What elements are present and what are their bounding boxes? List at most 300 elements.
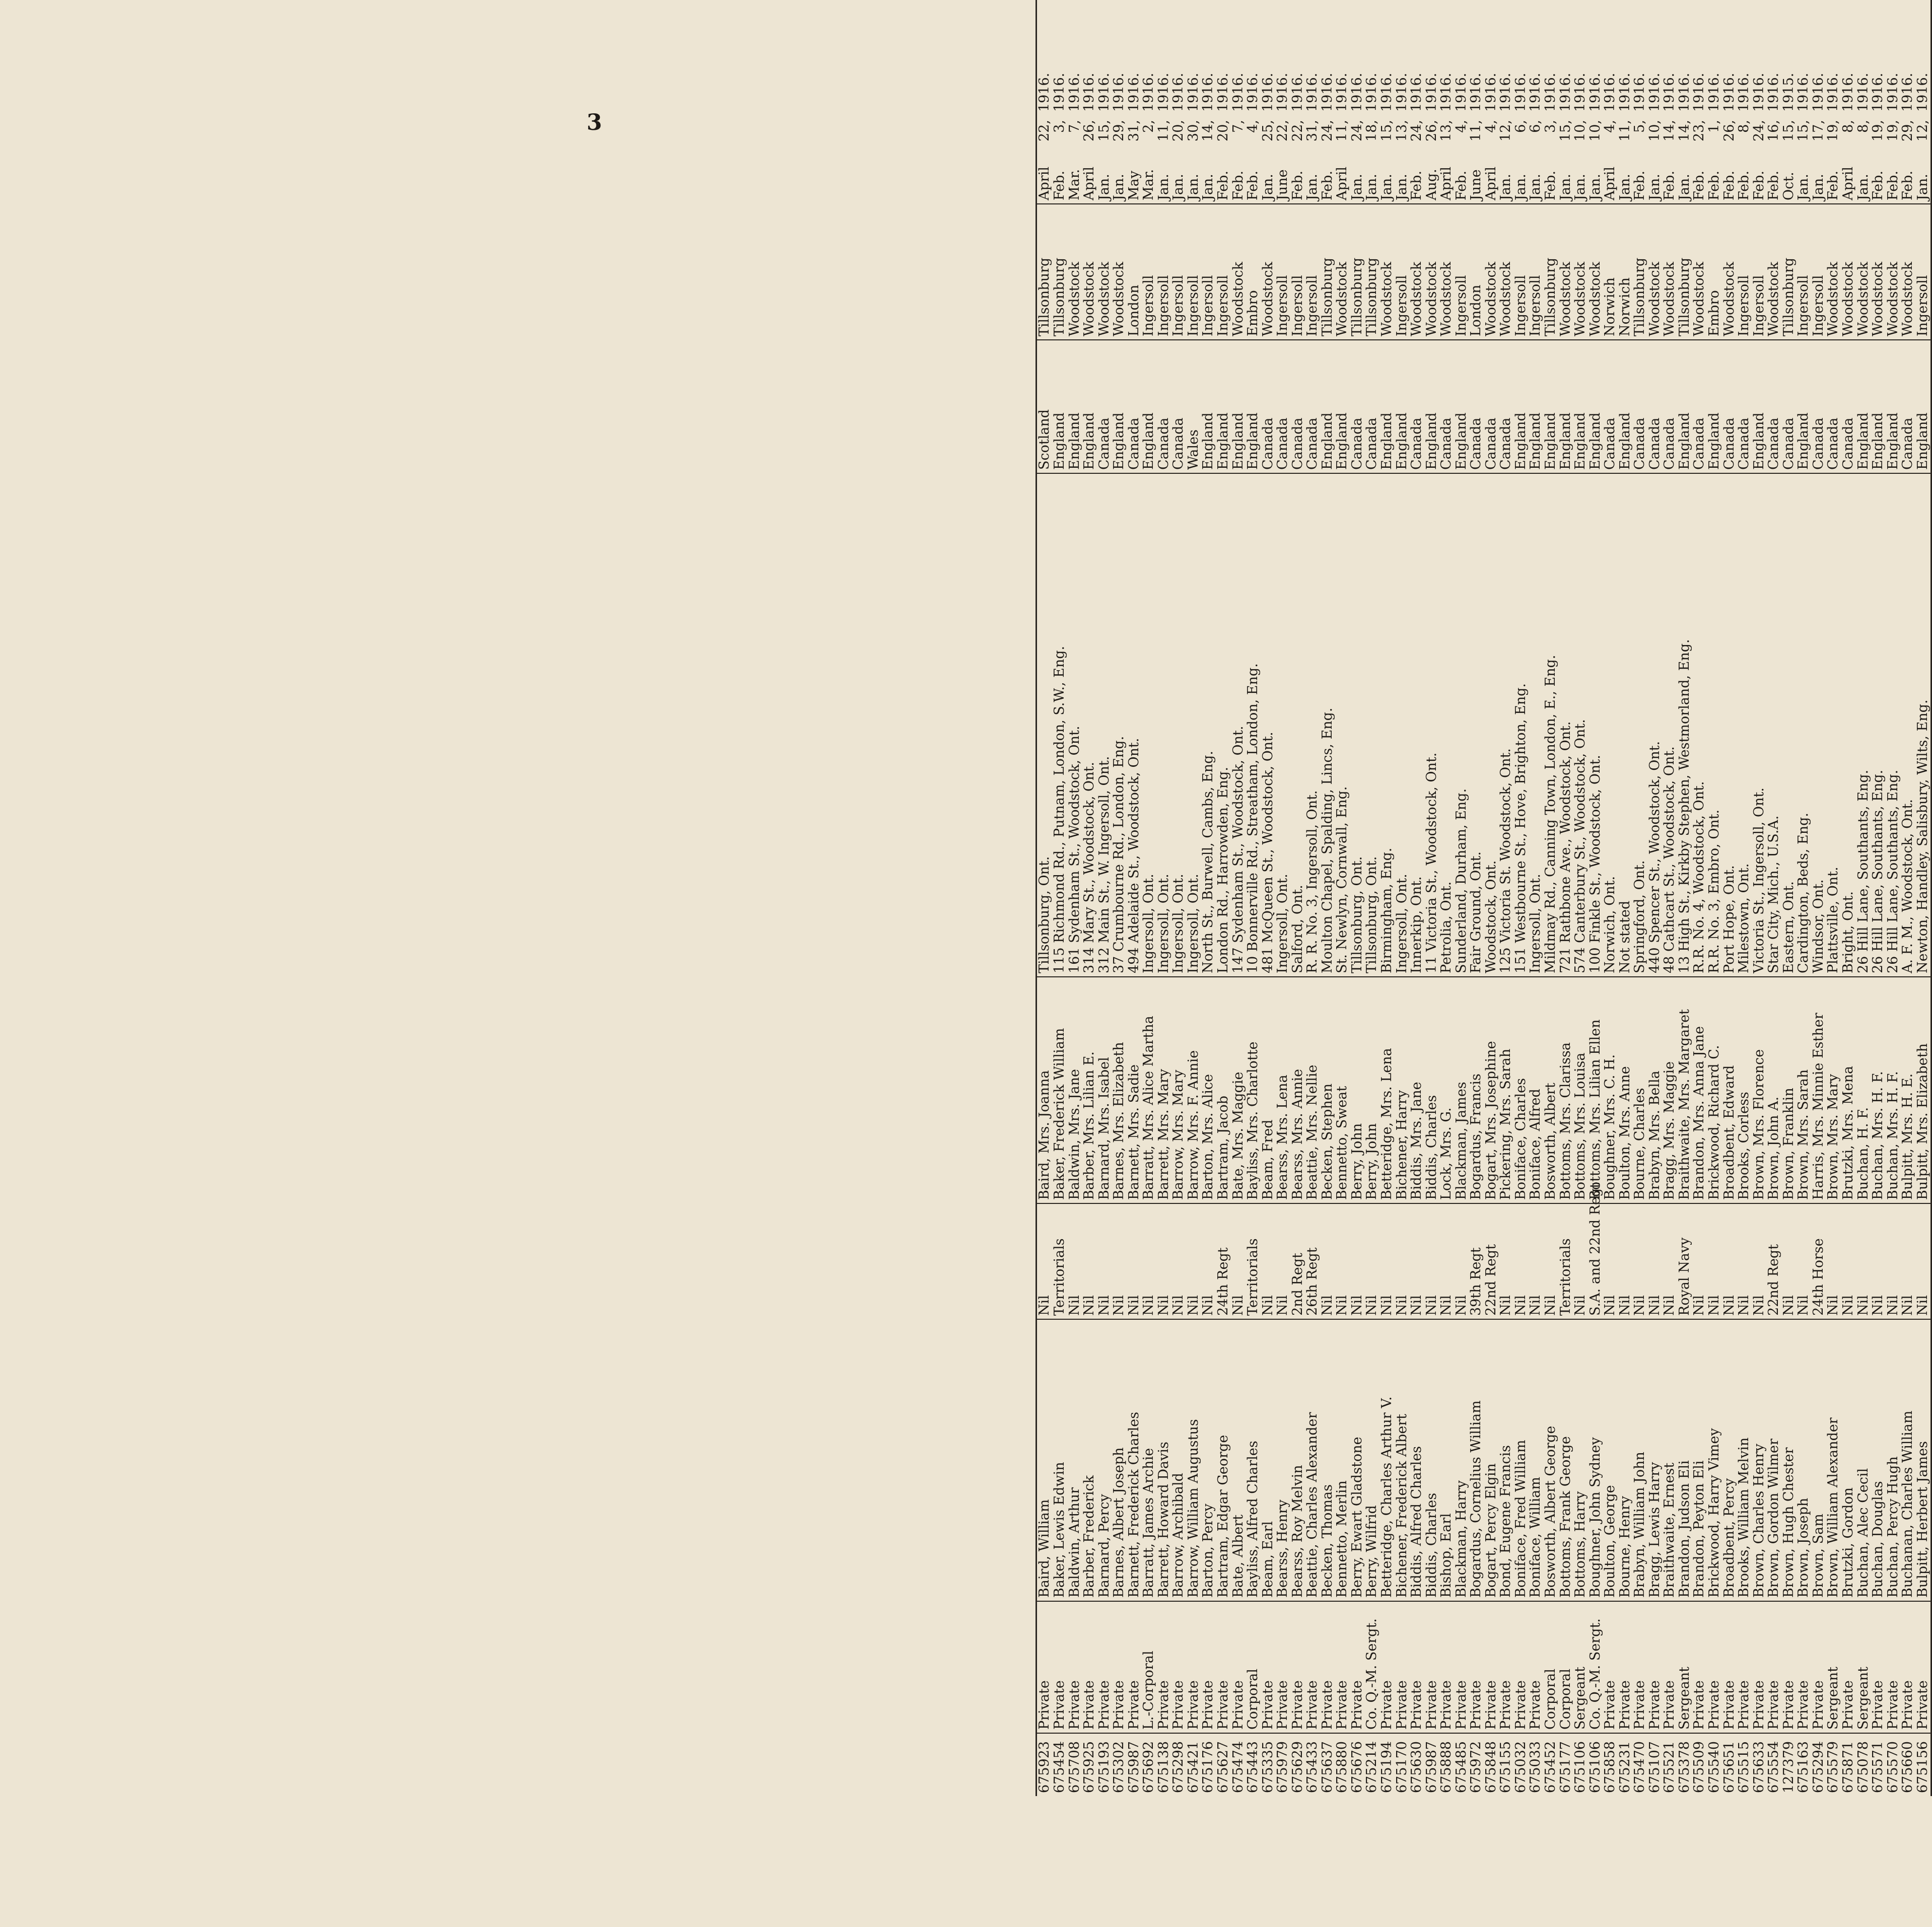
country-of-birth-text: Canada <box>1349 417 1365 470</box>
date-taken-on-strength <box>1290 0 1305 204</box>
regimental-number <box>1364 1733 1379 1796</box>
country-of-birth-text: Wales <box>1185 430 1201 470</box>
next-of-kin <box>1498 977 1513 1203</box>
date-month: Feb. <box>1736 170 1752 200</box>
soldier-name <box>1692 1319 1707 1601</box>
previous-service <box>1439 1203 1454 1319</box>
place-taken-on-strength-text: Ingersoll <box>1215 275 1231 336</box>
previous-service <box>1603 1203 1618 1319</box>
previous-service-text: Nil <box>1349 1295 1365 1316</box>
kin-address <box>1275 473 1290 977</box>
regimental-number <box>1796 1733 1811 1796</box>
rank <box>1290 1601 1305 1733</box>
rank-text: Private <box>1870 1680 1886 1730</box>
rank-text: Private <box>1646 1680 1663 1730</box>
date-month: Jan. <box>1617 174 1633 200</box>
date-year: 1916. <box>1646 73 1663 112</box>
table-row <box>1290 0 1305 1796</box>
rank-text: L.-Corporal <box>1141 1651 1157 1730</box>
kin-address-text: Woodstock, Ont. <box>1483 860 1499 973</box>
date-taken-on-strength <box>1677 0 1692 204</box>
table-row <box>1126 0 1141 1796</box>
country-of-birth <box>1141 340 1156 473</box>
kin-address-text: Salford, Ont. <box>1289 885 1305 973</box>
soldier-name-text: Barnes, Albert Joseph <box>1111 1447 1127 1598</box>
soldier-name <box>1141 1319 1156 1601</box>
date-day: 4, <box>1483 120 1499 133</box>
country-of-birth <box>1275 340 1290 473</box>
place-taken-on-strength-text: Ingersoll <box>1453 275 1469 336</box>
soldier-name-text: Becken, Thomas <box>1319 1484 1335 1598</box>
date-taken-on-strength <box>1320 0 1335 204</box>
soldier-name <box>1126 1319 1141 1601</box>
rank <box>1766 1601 1781 1733</box>
country-of-birth <box>1096 340 1112 473</box>
next-of-kin-text: Bourne, Charles <box>1632 1088 1648 1200</box>
regimental-number <box>1126 1733 1141 1796</box>
rank-text: Private <box>1915 1680 1931 1730</box>
table-row <box>1841 0 1856 1796</box>
next-of-kin <box>1350 977 1365 1203</box>
previous-service <box>1112 1203 1127 1319</box>
place-taken-on-strength-text: Woodstock <box>1066 261 1082 336</box>
regimental-number-text: 675231 <box>1617 1741 1633 1793</box>
table-row <box>1855 0 1871 1796</box>
place-taken-on-strength <box>1573 204 1588 340</box>
date-day: 17, <box>1810 120 1826 141</box>
regimental-number <box>1647 1733 1663 1796</box>
soldier-name <box>1781 1319 1797 1601</box>
date-month: Jan. <box>1498 174 1514 200</box>
place-taken-on-strength-text: Woodstock <box>1423 261 1439 336</box>
rank <box>1707 1601 1722 1733</box>
regimental-number <box>1275 1733 1290 1796</box>
country-of-birth <box>1588 340 1603 473</box>
soldier-name-text: Brandon, Judson Eli <box>1676 1460 1692 1598</box>
soldier-name <box>1707 1319 1722 1601</box>
next-of-kin-text: Bichener, Harry <box>1394 1090 1410 1200</box>
date-year: 1916. <box>1141 73 1157 112</box>
soldier-name-text: Biddis, Charles <box>1423 1492 1439 1598</box>
date-year: 1916. <box>1483 73 1499 112</box>
place-taken-on-strength <box>1112 204 1127 340</box>
rank-text: Private <box>1423 1680 1439 1730</box>
kin-address <box>1484 473 1499 977</box>
place-taken-on-strength <box>1379 204 1395 340</box>
place-taken-on-strength-text: Woodstock <box>1379 261 1395 336</box>
kin-address <box>1721 473 1737 977</box>
date-year: 1916. <box>1111 73 1127 112</box>
regimental-number <box>1751 1733 1766 1796</box>
date-taken-on-strength <box>1171 0 1186 204</box>
rank-text: Private <box>1215 1680 1231 1730</box>
place-taken-on-strength-text: Ingersoll <box>1200 275 1216 336</box>
country-of-birth-text: England <box>1676 412 1692 470</box>
kin-address <box>1469 473 1484 977</box>
country-of-birth <box>1037 340 1052 473</box>
date-day: 15, <box>1557 120 1573 141</box>
soldier-name-text: Barrow, Archibald <box>1170 1473 1187 1598</box>
soldier-name-text: Baker, Lewis Edwin <box>1051 1462 1067 1598</box>
next-of-kin <box>1082 977 1097 1203</box>
rank-text: Private <box>1096 1680 1112 1730</box>
previous-service <box>1246 1203 1261 1319</box>
kin-address <box>1082 473 1097 977</box>
nominal-roll-table <box>1036 0 1932 1796</box>
previous-service-text: 22nd Regt <box>1766 1244 1782 1316</box>
rank-text: Private <box>1691 1680 1707 1730</box>
regimental-number <box>1112 1733 1127 1796</box>
rank <box>1632 1601 1647 1733</box>
country-of-birth-text: Canada <box>1096 417 1112 470</box>
kin-address <box>1201 473 1216 977</box>
date-taken-on-strength <box>1350 0 1365 204</box>
kin-address <box>1841 473 1856 977</box>
table-row <box>1112 0 1127 1796</box>
place-taken-on-strength <box>1826 204 1841 340</box>
rank-text: Private <box>1706 1680 1722 1730</box>
soldier-name <box>1424 1319 1439 1601</box>
country-of-birth <box>1335 340 1350 473</box>
rank <box>1409 1601 1424 1733</box>
kin-address <box>1766 473 1781 977</box>
previous-service <box>1558 1203 1573 1319</box>
date-day: 7, <box>1230 120 1246 133</box>
date-taken-on-strength <box>1558 0 1573 204</box>
next-of-kin-text: Boulton, Mrs. Anne <box>1617 1066 1633 1200</box>
regimental-number <box>1766 1733 1781 1796</box>
rank-text: Private <box>1081 1680 1097 1730</box>
country-of-birth-text: Canada <box>1170 417 1187 470</box>
next-of-kin <box>1647 977 1663 1203</box>
kin-address-text: Victoria St., Ingersoll, Ont. <box>1751 788 1767 973</box>
country-of-birth <box>1855 340 1871 473</box>
next-of-kin <box>1320 977 1335 1203</box>
rank-text: Private <box>1155 1680 1171 1730</box>
next-of-kin <box>1067 977 1082 1203</box>
previous-service <box>1201 1203 1216 1319</box>
table-row <box>1737 0 1752 1796</box>
rank-text: Private <box>1170 1680 1187 1730</box>
soldier-name <box>1588 1319 1603 1601</box>
date-month: Mar. <box>1066 169 1082 200</box>
kin-address-text: 494 Adelaide St., Woodstock, Ont. <box>1126 738 1142 973</box>
country-of-birth <box>1082 340 1097 473</box>
place-taken-on-strength-text: Ingersoll <box>1810 275 1826 336</box>
previous-service <box>1394 1203 1409 1319</box>
table-row <box>1751 0 1766 1796</box>
previous-service <box>1677 1203 1692 1319</box>
date-year: 1916. <box>1721 73 1737 112</box>
rank <box>1513 1601 1529 1733</box>
previous-service <box>1290 1203 1305 1319</box>
date-day: 16, <box>1766 120 1782 141</box>
country-of-birth-text: England <box>1081 412 1097 470</box>
date-year: 1916. <box>1066 73 1082 112</box>
rank-text: Private <box>1453 1680 1469 1730</box>
place-taken-on-strength <box>1469 204 1484 340</box>
next-of-kin <box>1528 977 1543 1203</box>
country-of-birth-text: England <box>1111 412 1127 470</box>
regimental-number <box>1186 1733 1201 1796</box>
country-of-birth-text: Canada <box>1662 417 1678 470</box>
place-taken-on-strength <box>1543 204 1558 340</box>
place-taken-on-strength <box>1126 204 1141 340</box>
country-of-birth <box>1617 340 1632 473</box>
previous-service-text: Nil <box>1498 1295 1514 1316</box>
regimental-number-text: 675302 <box>1111 1741 1127 1793</box>
previous-service <box>1379 1203 1395 1319</box>
soldier-name <box>1439 1319 1454 1601</box>
rank <box>1141 1601 1156 1733</box>
regimental-number-text: 675987 <box>1423 1741 1439 1793</box>
soldier-name <box>1513 1319 1529 1601</box>
next-of-kin-text: Braithwaite, Mrs. Margaret <box>1676 1009 1692 1200</box>
regimental-number-text: 675509 <box>1691 1741 1707 1793</box>
soldier-name-text: Braithwaite, Ernest <box>1662 1462 1678 1598</box>
next-of-kin <box>1246 977 1261 1203</box>
date-day: 2, <box>1141 120 1157 133</box>
regimental-number <box>1498 1733 1513 1796</box>
regimental-number-text: 675627 <box>1215 1741 1231 1793</box>
rank <box>1841 1601 1856 1733</box>
country-of-birth-text: Canada <box>1840 417 1856 470</box>
regimental-number <box>1037 1733 1052 1796</box>
place-taken-on-strength <box>1513 204 1529 340</box>
soldier-name <box>1915 1319 1931 1601</box>
soldier-name-text: Brown, Charles Henry <box>1751 1444 1767 1598</box>
kin-address-text: 10 Bonnerville Rd., Streatham, London, Eng. <box>1245 663 1261 973</box>
next-of-kin <box>1216 977 1231 1203</box>
next-of-kin <box>1424 977 1439 1203</box>
next-of-kin-text: Brown, Mrs. Mary <box>1825 1074 1841 1200</box>
kin-address <box>1335 473 1350 977</box>
kin-address <box>1543 473 1558 977</box>
place-taken-on-strength <box>1350 204 1365 340</box>
soldier-name-text: Brown, William Alexander <box>1825 1417 1841 1598</box>
kin-address <box>1216 473 1231 977</box>
soldier-name <box>1246 1319 1261 1601</box>
next-of-kin-text: Brickwood, Richard C. <box>1706 1045 1722 1200</box>
next-of-kin <box>1141 977 1156 1203</box>
soldier-name-text: Barnard, Percy <box>1096 1494 1112 1598</box>
previous-service-text: 22nd Regt <box>1483 1244 1499 1316</box>
soldier-name <box>1498 1319 1513 1601</box>
country-of-birth-text: Canada <box>1691 417 1707 470</box>
previous-service-text: Nil <box>1646 1295 1663 1316</box>
kin-address <box>1647 473 1663 977</box>
previous-service-text: Nil <box>1275 1295 1291 1316</box>
table-row <box>1721 0 1737 1796</box>
date-year: 1916. <box>1230 73 1246 112</box>
date-year: 1916. <box>1364 73 1380 112</box>
date-day: 11, <box>1617 120 1633 141</box>
previous-service-text: Territorials <box>1557 1238 1573 1316</box>
regimental-number <box>1513 1733 1529 1796</box>
table-row <box>1216 0 1231 1796</box>
place-taken-on-strength <box>1394 204 1409 340</box>
next-of-kin <box>1156 977 1171 1203</box>
country-of-birth-text: England <box>1512 412 1529 470</box>
rank-text: Private <box>1483 1680 1499 1730</box>
date-month: Jan. <box>1855 174 1871 200</box>
date-day: 24, <box>1319 120 1335 141</box>
kin-address-text: North St., Burwell, Cambs, Eng. <box>1200 751 1216 973</box>
date-day: 13, <box>1394 120 1410 141</box>
country-of-birth-text: Canada <box>1409 417 1425 470</box>
country-of-birth <box>1781 340 1797 473</box>
kin-address-text: 125 Victoria St. Woodstock, Ont. <box>1498 748 1514 973</box>
date-taken-on-strength <box>1156 0 1171 204</box>
country-of-birth <box>1543 340 1558 473</box>
date-day: 10, <box>1572 120 1589 141</box>
soldier-name <box>1275 1319 1290 1601</box>
previous-service-text: Nil <box>1751 1295 1767 1316</box>
place-taken-on-strength-text: Woodstock <box>1334 261 1350 336</box>
next-of-kin <box>1855 977 1871 1203</box>
date-year: 1916. <box>1662 73 1678 112</box>
country-of-birth-text: Canada <box>1260 417 1276 470</box>
country-of-birth <box>1900 340 1915 473</box>
previous-service-text: Nil <box>1915 1295 1931 1316</box>
date-year: 1916. <box>1870 73 1886 112</box>
soldier-name <box>1364 1319 1379 1601</box>
kin-address <box>1067 473 1082 977</box>
previous-service-text: Nil <box>1528 1295 1544 1316</box>
place-taken-on-strength-text: Ingersoll <box>1796 275 1812 336</box>
date-year: 1916. <box>1498 73 1514 112</box>
date-month: Feb. <box>1825 170 1841 200</box>
place-taken-on-strength <box>1082 204 1097 340</box>
table-row <box>1796 0 1811 1796</box>
date-month: Jan. <box>1304 174 1321 200</box>
soldier-name-text: Bourne, Henry <box>1617 1496 1633 1598</box>
table-row <box>1186 0 1201 1796</box>
next-of-kin <box>1290 977 1305 1203</box>
place-taken-on-strength <box>1647 204 1663 340</box>
place-taken-on-strength-text: Woodstock <box>1825 261 1841 336</box>
country-of-birth-text: England <box>1528 412 1544 470</box>
date-month: Feb. <box>1453 170 1469 200</box>
place-taken-on-strength-text: Ingersoll <box>1736 275 1752 336</box>
regimental-number-text: 675987 <box>1126 1741 1142 1793</box>
place-taken-on-strength <box>1617 204 1632 340</box>
date-day: 11, <box>1468 120 1484 141</box>
regimental-number-text: 675470 <box>1632 1741 1648 1793</box>
kin-address-text: Ingersoll, Ont. <box>1275 874 1291 973</box>
rank <box>1855 1601 1871 1733</box>
place-taken-on-strength-text: Tillsonburg <box>1037 257 1053 336</box>
date-day: 19, <box>1870 120 1886 141</box>
date-day: 10, <box>1587 120 1603 141</box>
date-month: Feb. <box>1409 170 1425 200</box>
country-of-birth <box>1424 340 1439 473</box>
rank-text: Private <box>1349 1680 1365 1730</box>
country-of-birth <box>1841 340 1856 473</box>
regimental-number-text: 675177 <box>1557 1741 1573 1793</box>
previous-service-text: Nil <box>1037 1295 1053 1316</box>
date-day: 4, <box>1602 120 1618 133</box>
rank-text: Private <box>1289 1680 1305 1730</box>
place-taken-on-strength <box>1603 204 1618 340</box>
regimental-number-text: 675452 <box>1543 1741 1559 1793</box>
place-taken-on-strength-text: Woodstock <box>1587 261 1603 336</box>
previous-service-text: Nil <box>1543 1295 1559 1316</box>
rank <box>1112 1601 1127 1733</box>
country-of-birth-text: England <box>1051 412 1067 470</box>
kin-address-text: 574 Canterbury St., Woodstock, Ont. <box>1572 719 1589 973</box>
next-of-kin-text: Harris, Mrs. Minnie Esther <box>1810 1013 1826 1200</box>
next-of-kin-text: Brandon, Mrs. Anna Jane <box>1691 1026 1707 1200</box>
date-day: 1, <box>1706 120 1722 133</box>
soldier-name-text: Blackman, Harry <box>1453 1480 1469 1598</box>
rank <box>1469 1601 1484 1733</box>
next-of-kin-text: Bennetto, Sweat <box>1334 1086 1350 1200</box>
country-of-birth <box>1811 340 1826 473</box>
date-year: 1916. <box>1572 73 1589 112</box>
roll-body <box>1037 0 1931 1796</box>
next-of-kin-text: Berry, John <box>1349 1123 1365 1200</box>
date-month: Jan. <box>1810 174 1826 200</box>
soldier-name <box>1290 1319 1305 1601</box>
soldier-name-text: Bearss, Roy Melvin <box>1289 1465 1305 1598</box>
next-of-kin-text: Brooks, Corless <box>1736 1092 1752 1200</box>
previous-service <box>1811 1203 1826 1319</box>
date-taken-on-strength <box>1052 0 1067 204</box>
place-taken-on-strength-text: Woodstock <box>1230 261 1246 336</box>
kin-address <box>1186 473 1201 977</box>
previous-service-text: Nil <box>1126 1295 1142 1316</box>
date-month: Jan. <box>1364 174 1380 200</box>
soldier-name-text: Brown, Hugh Chester <box>1780 1447 1797 1598</box>
previous-service <box>1915 1203 1931 1319</box>
regimental-number <box>1305 1733 1320 1796</box>
regimental-number <box>1781 1733 1797 1796</box>
country-of-birth <box>1751 340 1766 473</box>
regimental-number <box>1855 1733 1871 1796</box>
kin-address-text: 147 Sydenham St., Woodstock, Ont. <box>1230 726 1246 973</box>
date-taken-on-strength <box>1275 0 1290 204</box>
soldier-name-text: Boughner, John Sydney <box>1587 1437 1603 1598</box>
soldier-name-text: Bogart, Percy Elgin <box>1483 1463 1499 1598</box>
previous-service <box>1781 1203 1797 1319</box>
next-of-kin <box>1632 977 1647 1203</box>
date-taken-on-strength <box>1424 0 1439 204</box>
rank <box>1885 1601 1900 1733</box>
place-taken-on-strength-text: Norwich <box>1617 277 1633 336</box>
soldier-name-text: Brandon, Peyton Eli <box>1691 1460 1707 1598</box>
rank-text: Private <box>1304 1680 1321 1730</box>
regimental-number-text: 675660 <box>1900 1741 1916 1793</box>
table-row <box>1915 0 1931 1796</box>
kin-address-text: 115 Richmond Rd., Putnam, London, S.W., Eng. <box>1051 646 1067 973</box>
next-of-kin-text: Barnett, Mrs. Sadie <box>1126 1064 1142 1200</box>
previous-service-text: Nil <box>1155 1295 1171 1316</box>
date-taken-on-strength <box>1126 0 1141 204</box>
soldier-name <box>1379 1319 1395 1601</box>
kin-address <box>1379 473 1395 977</box>
table-row <box>1469 0 1484 1796</box>
soldier-name-text: Bogardus, Cornelius William <box>1468 1400 1484 1598</box>
rank-text: Corporal <box>1557 1669 1573 1730</box>
previous-service-text: Nil <box>1394 1295 1410 1316</box>
rank-text: Co. Q.-M. Sergt. <box>1364 1618 1380 1730</box>
page-number: 3 <box>586 110 602 135</box>
date-month: Feb. <box>1691 170 1707 200</box>
date-taken-on-strength <box>1216 0 1231 204</box>
regimental-number-text: 675454 <box>1051 1741 1067 1793</box>
table-row <box>1900 0 1915 1796</box>
